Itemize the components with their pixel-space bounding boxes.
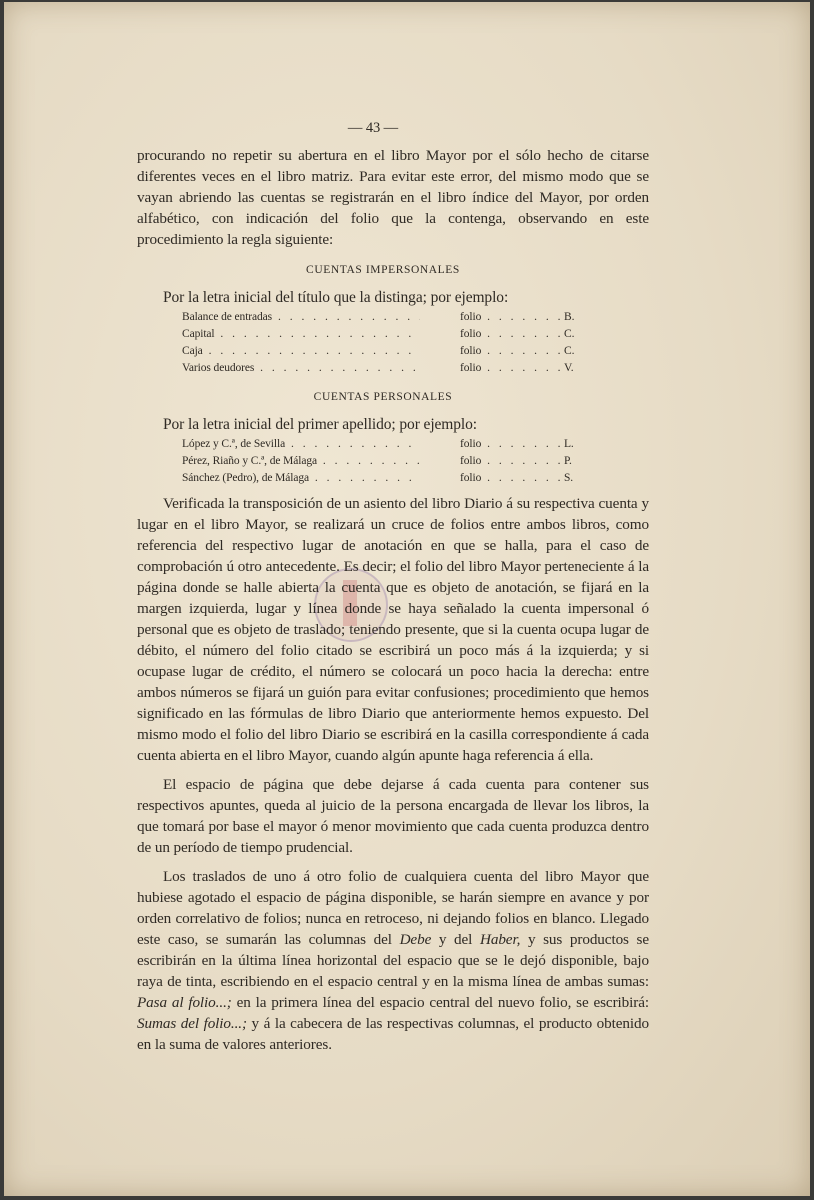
entry-name: Caja . . .: [182, 343, 420, 360]
entry-folio: folio . . .: [420, 309, 564, 326]
sumas-term: Sumas del folio...;: [137, 1015, 247, 1032]
list-item: [182, 436, 649, 453]
entry-name: Capital . . .: [182, 326, 420, 343]
paragraph-verificada: Verificada la transposición de un asiento del libro Diario á su respectiva cuenta y lugar en el libro Mayor, se realizará un cruce de folios entre ambos libros, como referencia del respectivo lugar de anotación en que se halla, para el caso de comprobación ú otro antecedente. Es decir; el folio del libro Mayor perteneciente á la página donde se halle abierta la cuenta que es objeto de anotación, se fijará en la margen izquierda, lugar y línea donde se haya señalado la cuenta impersonal ó personal que es objeto de traslado; teniendo presente, que si la cuenta ocupa lugar de débito, el número del folio citado se escribirá un poco más á la izquierda; y si ocupase lugar de crédito, el número se colocará un poco hacia la derecha: entre ambos números se fijará un guión para evitar confusiones; procedimiento que hemos significado en las fórmulas de libro Diario que anteriormente hemos expuesto. Del mismo modo el folio del libro Diario se escribirá en la casilla correspondiente á cada cuenta abierta en el libro Mayor, cuando algún apunte haga referencia á ella.: [137, 495, 649, 764]
entry-name: Sánchez (Pedro), de Málaga . . .: [182, 470, 420, 487]
entry-name: Varios deudores . . .: [182, 360, 420, 377]
personal-entries: [182, 436, 649, 487]
entry-folio: folio . . .: [420, 343, 564, 360]
document-page: [4, 2, 810, 1196]
entry-letter: P.: [564, 455, 572, 467]
list-item: [182, 360, 649, 377]
list-item: [182, 453, 649, 470]
page-content: [137, 118, 649, 1055]
haber-term: Haber,: [479, 931, 521, 948]
debe-term: Debe: [399, 931, 432, 948]
entry-letter: S.: [564, 472, 574, 484]
entry-letter: B.: [564, 311, 575, 323]
entry-letter: C.: [564, 328, 575, 340]
list-item: [182, 343, 649, 360]
traslados-text-3: y sus productos se escribirán en la última línea horizontal del espacio que se le dejó disponible, bajo raya de tinta, escribiendo en el espacio central y en la misma línea de ambas sumas:: [137, 931, 649, 990]
section-title-personal: CUENTAS PERSONALES: [313, 391, 453, 403]
entry-name: Balance de entradas . . .: [182, 309, 420, 326]
entry-folio: folio . . .: [420, 360, 564, 377]
list-item: [182, 470, 649, 487]
page-number: — 43 —: [347, 120, 399, 136]
entry-name: López y C.ª, de Sevilla . . .: [182, 436, 420, 453]
impersonal-lead: Por la letra inicial del título que la distinga; por ejemplo:: [163, 289, 509, 306]
entry-folio: folio . . .: [420, 470, 564, 487]
paragraph-traslados: [137, 866, 649, 1055]
pasa-term: Pasa al folio...;: [137, 994, 232, 1011]
entry-letter: C.: [564, 345, 575, 357]
entry-letter: V.: [564, 362, 574, 374]
entry-folio: folio . . .: [420, 453, 564, 470]
paragraph-espacio: El espacio de página que debe dejarse á cada cuenta para contener sus respectivos apuntes, queda al juicio de la persona encargada de llevar los libros, la que tomará por base el mayor ó menor movimiento que cada cuenta produzca dentro de un período de tiempo prudencial.: [137, 776, 649, 856]
list-item: [182, 326, 649, 343]
traslados-text-5: y á la cabecera de las respectivas columnas, el producto obtenido en la suma de valores anteriores.: [137, 1015, 649, 1053]
entry-letter: L.: [564, 438, 574, 450]
traslados-text-2: y del: [431, 931, 480, 948]
list-item: [182, 309, 649, 326]
section-title-impersonal: CUENTAS IMPERSONALES: [306, 264, 460, 276]
traslados-text-1: Los traslados de uno á otro folio de cualquiera cuenta del libro Mayor que hubiese agotado el espacio de página disponible, se harán siempre en avance y por orden correlativo de folios; nunca en retroceso, ni dejando folios en blanco. Llegado este caso, se sumarán las columnas del: [137, 868, 649, 948]
traslados-text-4: en la primera línea del espacio central del nuevo folio, se escribirá:: [231, 994, 649, 1011]
impersonal-entries: [182, 309, 649, 377]
entry-folio: folio . . .: [420, 436, 564, 453]
entry-folio: folio . . .: [420, 326, 564, 343]
personal-lead: Por la letra inicial del primer apellido; por ejemplo:: [163, 416, 477, 433]
entry-name: Pérez, Riaño y C.ª, de Málaga . . .: [182, 453, 420, 470]
paragraph-intro: procurando no repetir su abertura en el libro Mayor por el sólo hecho de citarse diferentes veces en el libro matriz. Para evitar este error, del mismo modo que se vayan abriendo las cuentas se registrarán en el libro índice del Mayor, por orden alfabético, con indicación del folio que la contenga, observando en este procedimiento la regla siguiente:: [137, 147, 649, 248]
